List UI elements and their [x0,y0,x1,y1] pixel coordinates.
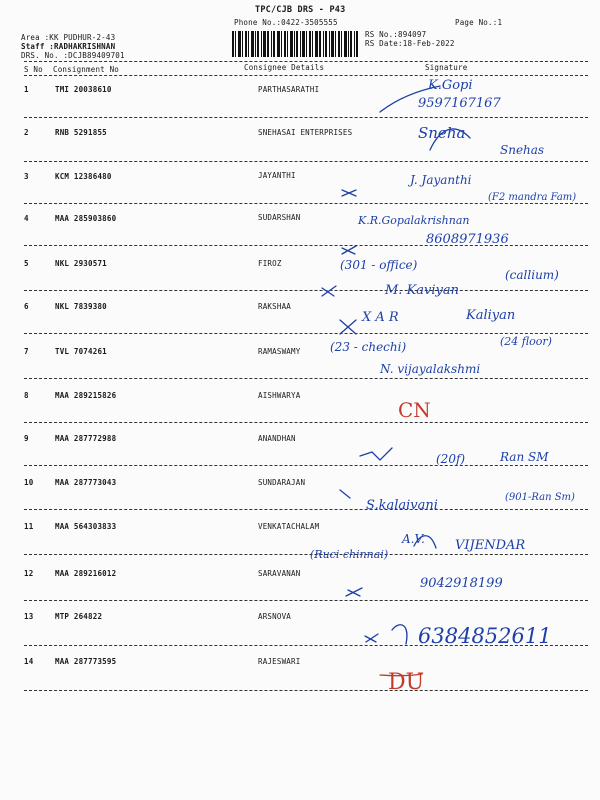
signature-r5a: (301 - office) [340,258,418,272]
col-consignment: Consignment No [53,65,120,74]
col-sno: S No [24,65,43,74]
signature-r7c: N. vijayalakshmi [380,362,481,376]
row-consignment: NKL 2930571 [55,259,107,268]
row-divider [24,554,588,555]
row-consignment: MAA 289215826 [55,391,117,400]
row-sno: 1 [24,85,29,94]
row-consignee: AISHWARYA [258,391,301,400]
row-divider [24,378,588,379]
row-sno: 2 [24,128,29,137]
row-sno: 14 [24,657,34,666]
area-label: Area :KK PUDHUR-2-43 [21,33,116,42]
header-rule-top [24,61,588,62]
signature-r1b: 9597167167 [418,96,501,111]
row-divider [24,690,588,691]
row-consignee: SNEHASAI ENTERPRISES [258,128,353,137]
row-sno: 4 [24,214,29,223]
signature-r4b: 8608971936 [426,232,509,247]
signature-r1a: K.Gopi [428,78,473,93]
signature-r6b: Kaliyan [466,308,516,323]
row-divider [24,465,588,466]
row-divider [24,161,588,162]
signature-r7b: (24 floor) [500,335,552,348]
row-consignee: ARSNOVA [258,612,292,621]
signature-r14: DU [388,670,425,695]
row-consignee: RAJESWARI [258,657,301,666]
row-consignment: MAA 289216012 [55,569,117,578]
row-consignment: MAA 287773595 [55,657,117,666]
row-sno: 7 [24,347,29,356]
row-consignee: ANANDHAN [258,434,296,443]
row-sno: 5 [24,259,29,268]
signature-r13: 6384852611 [418,624,552,648]
row-consignee: RAKSHAA [258,302,292,311]
row-divider [24,117,588,118]
col-consignee: Consignee Details [244,63,325,72]
signature-r11c: VIJENDAR [455,538,526,553]
row-consignment: RNB 5291855 [55,128,107,137]
row-consignment: MAA 285903860 [55,214,117,223]
signature-r4a: K.R.Gopalakrishnan [358,214,470,227]
row-divider [24,203,588,204]
row-sno: 13 [24,612,34,621]
signature-r5b: (callium) [505,268,559,282]
phone-number: Phone No.:0422-3505555 [234,18,338,27]
signature-r9a: (20f) [436,452,466,466]
signature-r12a: 9042918199 [420,576,503,591]
row-consignee: PARTHASARATHI [258,85,320,94]
signature-r3b: (F2 mandra Fam) [488,192,577,203]
row-divider [24,509,588,510]
drs-number: DRS. No. :DCJB89409701 [21,51,125,60]
signature-r2a: Sneha [418,124,466,142]
signature-r9b: Ran SM [500,450,549,464]
col-signature: Signature [425,63,468,72]
row-consignee: SUNDARAJAN [258,478,306,487]
row-consignment: MAA 287772988 [55,434,117,443]
row-sno: 3 [24,172,29,181]
row-divider [24,333,588,334]
row-divider [24,290,588,291]
row-consignment: KCM 12386480 [55,172,112,181]
row-consignment: TVL 7074261 [55,347,107,356]
row-sno: 9 [24,434,29,443]
signature-r10a: S.kalaivani [366,498,438,513]
signature-r6a: X A R [362,310,399,325]
signature-r8: CN [398,398,431,422]
row-consignee: RAMASWAMY [258,347,301,356]
row-consignment: TMI 20038610 [55,85,112,94]
row-sno: 10 [24,478,34,487]
page-number: Page No.:1 [455,18,503,27]
signature-r11b: A.V. [402,532,425,546]
row-divider [24,600,588,601]
rs-date: RS Date:18-Feb-2022 [365,39,455,48]
signature-r7a: (23 - chechi) [330,340,407,354]
row-sno: 8 [24,391,29,400]
staff-label: Staff :RADHAKRISHNAN [21,42,116,51]
row-consignment: MTP 264822 [55,612,103,621]
row-consignment: MAA 564303833 [55,522,117,531]
signature-r3a: J. Jayanthi [410,173,472,187]
signature-r11a: (Ruci chinnai) [310,548,389,561]
rs-number: RS No.:894097 [365,30,427,39]
signature-r10b: (901-Ran Sm) [505,492,575,503]
row-divider [24,422,588,423]
row-consignee: VENKATACHALAM [258,522,320,531]
row-consignment: MAA 287773043 [55,478,117,487]
signature-r2b: Snehas [500,143,545,157]
sheet-title: TPC/CJB DRS - P43 [255,5,346,15]
row-sno: 12 [24,569,34,578]
barcode-image [232,31,358,57]
row-consignee: FIROZ [258,259,282,268]
header-rule-bottom [24,75,588,76]
row-sno: 11 [24,522,34,531]
row-consignee: SUDARSHAN [258,213,301,222]
row-consignment: NKL 7839380 [55,302,107,311]
row-consignee: JAYANTHI [258,171,296,180]
row-consignee: SARAVANAN [258,569,301,578]
signature-r5c: M. Kaviyan [385,283,460,298]
row-sno: 6 [24,302,29,311]
